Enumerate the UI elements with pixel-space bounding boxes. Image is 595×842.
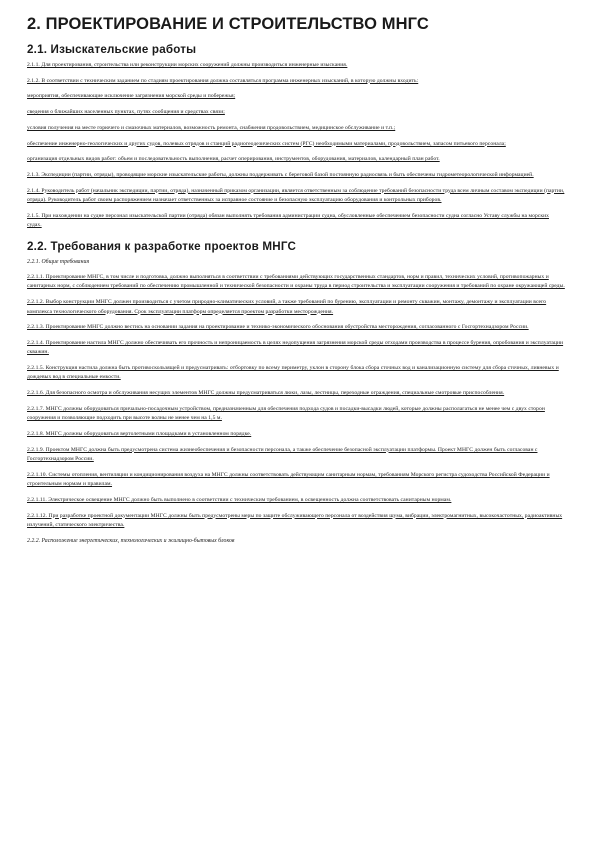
section-heading-surveys: 2.1. Изыскательские работы xyxy=(27,43,197,56)
subsection-heading: 2.2.1. Общие требования xyxy=(27,258,90,265)
paragraph: 2.2.1.12. При разработке проектной документации МНГС должны быть предусмотрены меры по защите обслуживающего персонала от воздействия шума, вибрации, электромагнитных, высокочастотных, радиоактивных излучений, статического электричества. xyxy=(27,512,563,529)
paragraph: 2.1.2. В соответствии с техническим заданием по стадиям проектирования должна составляться программа инженерных изысканий, в которую должны входить: xyxy=(27,77,419,84)
paragraph: 2.1.1. Для проектирования, строительства или реконструкции морских сооружений должны производиться инженерные изыскания. xyxy=(27,62,348,68)
page-title: 2. ПРОЕКТИРОВАНИЕ И СТРОИТЕЛЬСТВО МНГС xyxy=(27,15,429,33)
paragraph: условия получения на месте горючего и смазочных материалов, возможность ремонта, снабжения продовольствием, медицинское обслуживание и т.п.; xyxy=(27,124,396,131)
paragraph: 2.2.1.11. Электрическое освещение МНГС должно быть выполнено в соответствии с техническим требованием, в освещенность должна соответствовать санитарным нормам. xyxy=(27,496,452,503)
subsection-heading: 2.2.2. Расположение энергетических, технологических и жилищно-бытовых блоков xyxy=(27,537,235,544)
paragraph: 2.2.1.2. Выбор конструкции МНГС должен производиться с учетом природно-климатических условий, а также требований по бурению, эксплуатации и ремонту скважин, монтажу, демонтажу и эксплуатации всего комплекса технологического оборудования. Срок эксплуатации платформ определяется проектом разработки месторождения. xyxy=(27,299,547,315)
paragraph: 2.1.4. Руководитель работ (начальник экспедиции, партии, отряда), назначенный приказом организации, является ответственным за соблюдение требований безопасности труда всем личным составом экспедиции (партии, отряда). Руководитель работ своим распоряжением назначает ответственных за исправное состояние и безопасную эксплуатацию оборудования и контрольных приборов. xyxy=(27,187,565,204)
paragraph: 2.2.1.9. Проектом МНГС должна быть предусмотрена система жизнеобеспечения и безопасности персонала, а также обеспечение безопасной эксплуатации платформы. Проект МНГС должен быть согласован с Госгортехнадзором России. xyxy=(27,446,538,463)
paragraph: 2.1.5. При нахождении на судне персонал изыскательской партии (отряда) обязан выполнять требования администрации судна, обусловленные обеспечением безопасности судна согласно Уставу службы на морских судах. xyxy=(27,212,549,229)
paragraph: 2.2.1.5. Конструкция настила должна быть противоскользящей и предусматривать: отбортовку по всему периметру, уклон в сторону блока сбора сточных вод и канализационную систему для сбора сточных, ливневых и дождевых вод в специальные емкости. xyxy=(27,365,559,381)
paragraph: мероприятия, обеспечивающие исключение загрязнения морской среды и побережья; xyxy=(27,93,236,100)
paragraph: 2.2.1.1. Проектирование МНГС, в том числе и подготовка, должно выполняться в соответствии с требованиями действующих государственных стандартов, норм и правил, технических условий, противопожарных и санитарных норм, с соблюдением требований по обеспечению промышленной и технической безопасности и охраны труда в период строительства и эксплуатации сооружения и требований по охране окружающей среды. xyxy=(27,274,565,290)
paragraph: 2.2.1.6. Для безопасного осмотра и обслуживания несущих элементов МНГС должны предусматриваться люки, лазы, лестницы, переходные ограждения, специальные смотровые приспособления. xyxy=(27,390,505,397)
paragraph: 2.2.1.7. МНГС должны оборудоваться причально-посадочным устройством, предназначенным для обеспечения подхода судов и посадки-высадки людей, которые должны располагаться не менее чем с двух сторон сооружения и позволяющие подходить при высоте волны не менее чем на 1,5 м. xyxy=(27,405,545,422)
paragraph: сведения о ближайших населенных пунктах, путях сообщения и средствах связи; xyxy=(27,109,225,116)
paragraph: 2.2.1.10. Системы отопления, вентиляции и кондиционирования воздуха на МНГС должны соответствовать действующим санитарным нормам, требованиям Морского регистра судоходства Российской Федерации и строительным нормам и правилам. xyxy=(27,471,550,488)
paragraph: 2.2.1.8. МНГС должны оборудоваться вертолетными площадками в установленном порядке. xyxy=(27,431,252,437)
paragraph: 2.1.3. Экспедиции (партии, отряды), проводящие морские изыскательские работы, должны поддерживать с береговой базой постоянную радиосвязь и быть обеспечены гидрометеорологической информацией. xyxy=(27,171,534,178)
paragraph: обеспечение инженерно-геологических и других судов, полевых отрядов и станций радиогеодезических систем (РГС) необходимыми материалами, продовольствием, запасом питьевого персонала; xyxy=(27,140,506,147)
paragraph: 2.2.1.3. Проектирование МНГС должно вестись на основании задания на проектирование и технико-экономического обоснования обустройства месторождения, согласованного с Госгортехнадзором России. xyxy=(27,324,529,331)
section-heading-requirements: 2.2. Требования к разработке проектов МНГС xyxy=(27,239,297,253)
paragraph: организация отдельных видов работ: объем и последовательность выполнения, расчет оперирования, инструментов, оборудования, материалов, календарный план работ. xyxy=(27,156,440,163)
paragraph: 2.2.1.4. Проектирование настила МНГС должно обеспечивать его прочность и непроницаемость в целях недопущения загрязнения морской среды отходами производства в процессе бурения, опробования и эксплуатации скважин. xyxy=(27,339,564,356)
